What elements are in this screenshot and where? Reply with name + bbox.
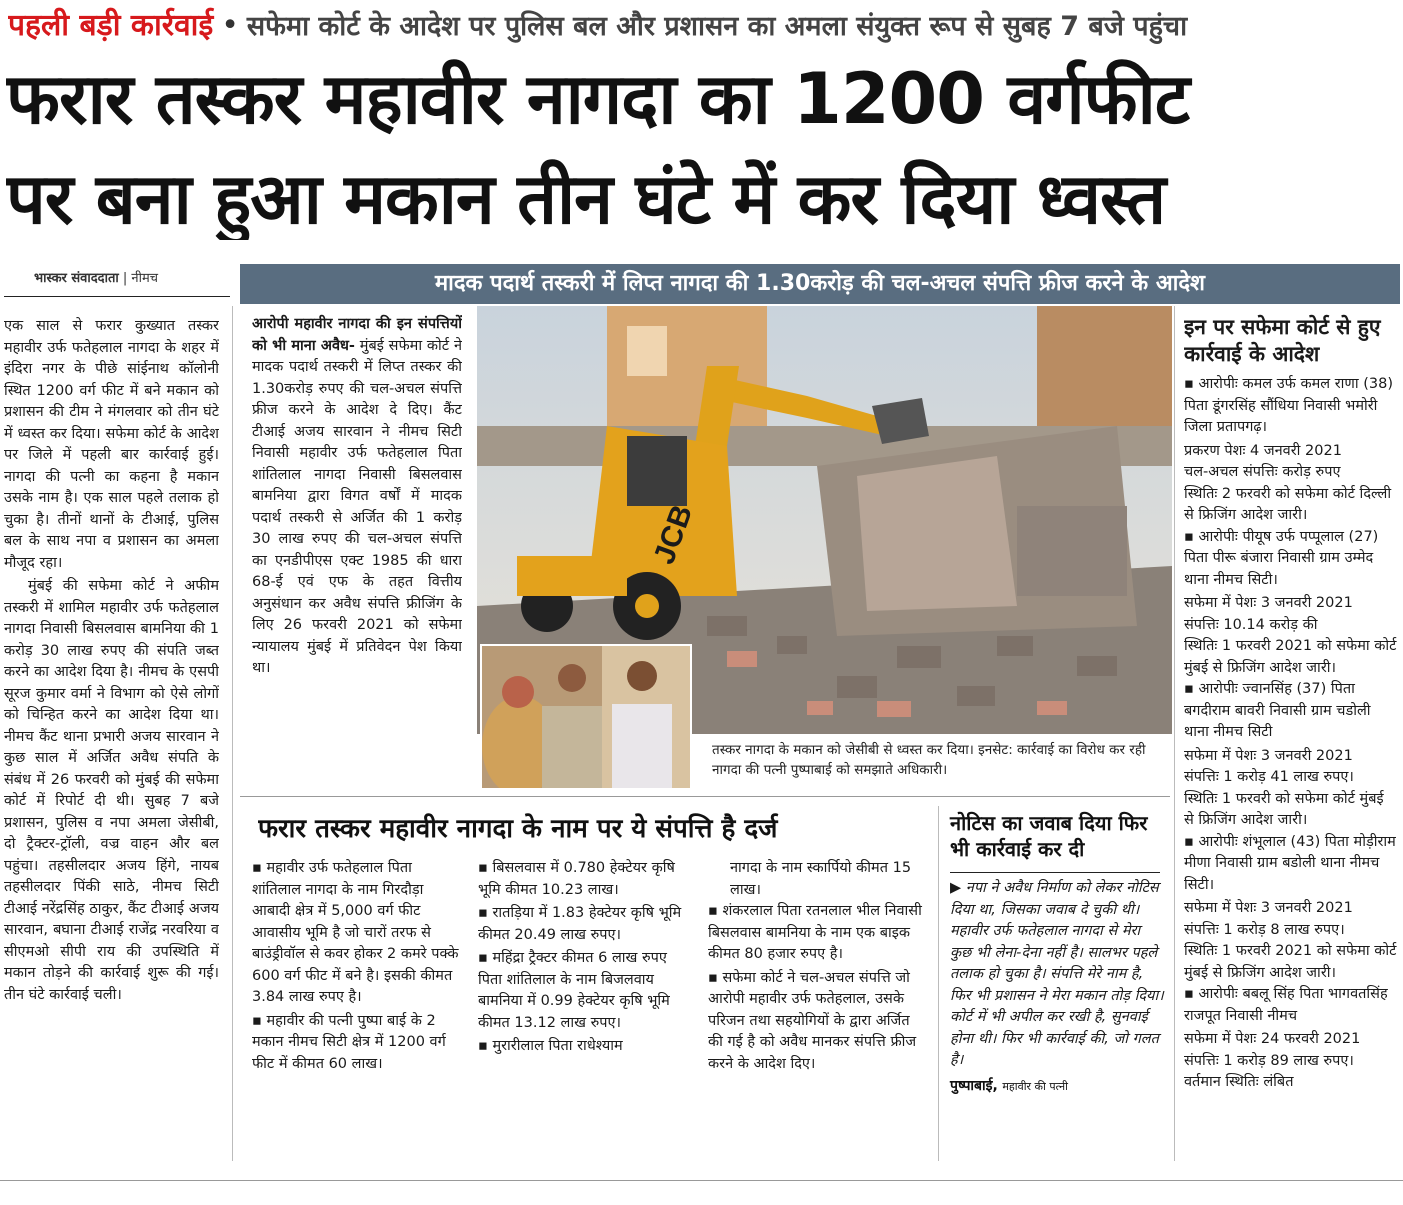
reporter-name: भास्कर संवाददाता bbox=[34, 271, 119, 286]
left-paragraph-2: मुंबई की सफेमा कोर्ट ने अफीम तस्करी में शामिल महावीर उर्फ फतेहलाल नागदा निवासी बिसलवास बामनिया की 1 करोड़ 30 लाख रुपए की संपति जब्त करने का आदेश दिया है। नीमच के एसपी सूरज कुमार वर्मा ने विभाग को ऐसे लोगों को चिन्हित करने का आदेश दिया था। नीमच कैंट थाना प्रभारी अजय सारवान ने कुछ साल में अर्जित अवैध संपति के संबंध में 26 फरवरी को मुंबई की सफेमा कोर्ट में रिपोर्ट दी थी। सुबह 7 बजे प्रशासन, पुलिस व नपा अमला जेसीबी, दो ट्रैक्टर-ट्रॉली, वज्र वाहन और बल पहुंचा। तहसीलदार अजय हिंगे, नायब तहसीलदार पिंकी साठे, नीमच सिटी टीआई नरेंद्रसिंह ठाकुर, कैंट टीआई अजय सारवान, बघाना टीआई राजेंद्र नरवरिया व सीएमओ सीपी राय की उपस्थिति में मकान तोड़ने की कार्रवाई शुरू की गई। तीन घंटे कार्रवाई चली। bbox=[4, 578, 219, 1003]
bullet-dot: • bbox=[221, 8, 239, 43]
property-item: ▪ महिंद्रा ट्रैक्टर कीमत 6 लाख रुपए पिता शांतिलाल के नाम बिजलवाय बामनिया में 0.99 हेक्टेयर कृषि भूमि कीमत 13.12 लाख रुपए। bbox=[478, 948, 690, 1034]
property-item: ▪ महावीर उर्फ फतेहलाल पिता शांतिलाल नागदा के नाम गिरदौड़ा आबादी क्षेत्र में 5,000 वर्ग फीट आवासीय भूमि है जो चारों तरफ से बाउंड्रीवॉल से कवर होकर 2 कमरे पक्के 600 वर्ग फीट में बने है। इसकी कीमत 3.84 लाख रुपए है। bbox=[252, 858, 464, 1009]
sidebar-item: प्रकरण पेशः 4 जनवरी 2021 bbox=[1184, 442, 1342, 459]
property-column-2 bbox=[478, 858, 690, 1163]
officials-illustration bbox=[482, 646, 690, 788]
left-paragraph-1: एक साल से फरार कुख्यात तस्कर महावीर उर्फ फतेहलाल नागदा के शहर में इंदिरा नगर के पीछे सांईनाथ कॉलोनी स्थित 1200 वर्ग फीट में बने मकान को प्रशासन की टीम ने मंगलवार को तीन घंटे में ध्वस्त कर दिया। सफेमा कोर्ट के आदेश पर जिले में पहली बार कार्रवाई हुई। नागदा की पत्नी का कहना है मकान उसके नाम है। एक साल पहले तलाक हो चुका है। तीनों थानों के टीआई, पुलिस बल के साथ नपा व प्रशासन का अमला मौजूद रहा। bbox=[4, 318, 219, 571]
property-column-3 bbox=[708, 858, 923, 1163]
speaker-role: महावीर की पत्नी bbox=[1002, 1079, 1068, 1093]
notice-box bbox=[950, 810, 1165, 1095]
notice-heading: नोटिस का जवाब दिया फिर भी कार्रवाई कर दी bbox=[950, 811, 1148, 861]
inset-photo bbox=[480, 644, 692, 790]
middle-text: मुंबई सफेमा कोर्ट ने मादक पदार्थ तस्करी में लिप्त तस्कर की 1.30करोड़ रुपए की चल-अचल संपत्ति फ्रीज करने के आदेश दे दिए। कैंट टीआई अजय सारवान ने नीमच सिटी निवासी महावीर उर्फ फतेहलाल पिता शांतिलाल नागदा निवासी बिसलवास बामनिया द्वारा विगत वर्षों में मादक पदार्थ तस्करी से अर्जित की 1 करोड़ 30 लाख रुपए की चल-अचल संपत्ति का एनडीपीएस एक्ट 1985 की धारा 68-ई एवं एफ के तहत वित्तीय अनुसंधान कर अवैध संपत्ति फ्रीजिंग के लिए 26 फरवरी 2021 को सफेमा न्यायालय मुंबई में प्रतिवेदन पेश किया था। bbox=[252, 337, 462, 676]
jcb-logo-text: JCB bbox=[647, 500, 700, 569]
sidebar-item: संपत्तिः 1 करोड़ 8 लाख रुपए। bbox=[1184, 921, 1345, 938]
column-divider bbox=[232, 306, 233, 1161]
sidebar-item: ▪ आरोपीः पीयूष उर्फ पप्पूलाल (27) पिता पीरू बंजारा निवासी ग्राम उम्मेद थाना नीमच सिटी। bbox=[1184, 527, 1398, 592]
sidebar-item: ▪ आरोपीः बबलू सिंह पिता भागवतसिंह राजपूत निवासी नीमच bbox=[1184, 984, 1398, 1027]
notice-divider bbox=[938, 806, 939, 1161]
sub-banner: मादक पदार्थ तस्करी में लिप्त नागदा की 1.30करोड़ की चल-अचल संपत्ति फ्रीज करने के आदेश bbox=[240, 264, 1400, 304]
right-column-divider bbox=[1174, 306, 1175, 1161]
right-sidebar bbox=[1184, 314, 1398, 1174]
sidebar-item: संपत्तिः 1 करोड़ 89 लाख रुपए। bbox=[1184, 1052, 1354, 1069]
sidebar-item: सफेमा में पेशः 24 फरवरी 2021 bbox=[1184, 1031, 1361, 1047]
property-item: नागदा के नाम स्कार्पियो कीमत 15 लाख। bbox=[730, 860, 912, 898]
sidebar-item: स्थितिः 1 फरवरी 2021 को सफेमा कोर्ट मुंबई से फ्रिजिंग आदेश जारी। bbox=[1184, 638, 1397, 676]
property-column-1 bbox=[252, 858, 464, 1163]
section-rule bbox=[240, 796, 1170, 797]
sidebar-item: सफेमा में पेशः 3 जनवरी 2021 bbox=[1184, 747, 1353, 764]
notice-attribution bbox=[950, 1076, 1165, 1095]
sidebar-item: संपत्तिः 1 करोड़ 41 लाख रुपए। bbox=[1184, 769, 1354, 785]
sidebar-item: ▪ आरोपीः शंभूलाल (43) पिता मोड़ीराम मीणा निवासी ग्राम बडोली थाना नीमच सिटी। bbox=[1184, 832, 1398, 897]
quote-marker-icon: ▶ bbox=[950, 880, 966, 896]
kicker bbox=[8, 6, 1398, 46]
property-item: ▪ सफेमा कोर्ट ने चल-अचल संपत्ति जो आरोपी महावीर उर्फ फतेहलाल, उसके परिजन तथा सहयोगियों के द्वारा अर्जित की गई है को अवैध मानकर संपत्ति फ्रीज करने के आदेश दिए। bbox=[708, 968, 923, 1076]
property-item: ▪ बिसलवास में 0.780 हेक्टेयर कृषि भूमि कीमत 10.23 लाख। bbox=[478, 858, 690, 901]
sidebar-item: सफेमा में पेशः 3 जनवरी 2021 bbox=[1184, 900, 1353, 916]
photo-caption: तस्कर नागदा के मकान को जेसीबी से ध्वस्त कर दिया। इनसेट: कार्रवाई का विरोध कर रही नागदा की पत्नी पुष्पाबाई को समझाते अधिकारी। bbox=[712, 742, 1146, 778]
notice-text: नपा ने अवैध निर्माण को लेकर नोटिस दिया था, जिसका जवाब दे चुकी थी। महावीर उर्फ फतेहलाल नागदा से मेरा कुछ भी लेना-देना नहीं है। सालभर पहले तलाक हो चुका है। संपत्ति मेरे नाम है, फिर भी प्रशासन ने मेरा मकान तोड़ दिया। कोर्ट में भी अपील कर रखी है, सुनवाई होना थी। फिर भी कार्रवाई की, जो गलत है। bbox=[950, 880, 1164, 1068]
headline-line-1: फरार तस्कर महावीर नागदा का 1200 वर्गफीट bbox=[6, 58, 1190, 140]
notice-rule bbox=[950, 872, 1160, 873]
kicker-label: पहली बड़ी कार्रवाई bbox=[8, 8, 214, 43]
sidebar-item: स्थितिः 1 फरवरी को सफेमा कोर्ट मुंबई से फ्रिजिंग आदेश जारी। bbox=[1184, 790, 1384, 828]
byline: भास्कर संवाददाता | नीमच bbox=[34, 271, 159, 286]
headline-line-2: पर बना हुआ मकान तीन घंटे में कर दिया ध्वस्त bbox=[6, 158, 1166, 240]
byline-rule bbox=[4, 296, 230, 297]
property-item: ▪ रातड़िया में 1.83 हेक्टेयर कृषि भूमि कीमत 20.49 लाख रुपए। bbox=[478, 903, 690, 946]
sidebar-item: ▪ आरोपीः ज्वानसिंह (37) पिता बगदीराम बावरी निवासी ग्राम चडोली थाना नीमच सिटी bbox=[1184, 679, 1398, 744]
middle-lead: आरोपी महावीर नागदा की इन संपत्तियों को भी माना अवैध- bbox=[252, 316, 462, 354]
sidebar-item: स्थितिः 2 फरवरी को सफेमा कोर्ट दिल्ली से फ्रिजिंग आदेश जारी। bbox=[1184, 485, 1392, 523]
sidebar-item: वर्तमान स्थितिः लंबित bbox=[1184, 1074, 1294, 1090]
kicker-text: सफेमा कोर्ट के आदेश पर पुलिस बल और प्रशासन का अमला संयुक्त रूप से सुबह 7 बजे पहुंचा bbox=[246, 11, 1188, 42]
notice-quote bbox=[950, 878, 1165, 1072]
middle-article-column bbox=[252, 314, 462, 784]
sidebar-item: ▪ आरोपीः कमल उर्फ कमल राणा (38) पिता डूंगरसिंह सौंधिया निवासी भमोरी जिला प्रतापगढ़। bbox=[1184, 374, 1398, 439]
property-item: ▪ महावीर की पत्नी पुष्पा बाई के 2 मकान नीमच सिटी क्षेत्र में 1200 वर्ग फीट में कीमत 60 लाख। bbox=[252, 1011, 464, 1076]
dateline-place: नीमच bbox=[131, 271, 159, 286]
sidebar-heading: इन पर सफेमा कोर्ट से हुए कार्रवाई के आदेश bbox=[1184, 315, 1381, 366]
sidebar-item: सफेमा में पेशः 3 जनवरी 2021 bbox=[1184, 595, 1353, 611]
sidebar-item: चल-अचल संपत्तिः करोड़ रुपए bbox=[1184, 464, 1341, 480]
property-heading: फरार तस्कर महावीर नागदा के नाम पर ये संपत्ति है दर्ज bbox=[258, 814, 778, 844]
property-item: ▪ शंकरलाल पिता रतनलाल भील निवासी बिसलवास बामनिया के नाम एक बाइक कीमत 80 हजार रुपए है। bbox=[708, 901, 923, 966]
sidebar-item: स्थितिः 1 फरवरी 2021 को सफेमा कोर्ट मुंबई से फ्रिजिंग आदेश जारी। bbox=[1184, 943, 1397, 981]
property-item: ▪ मुरारीलाल पिता राधेश्याम bbox=[478, 1036, 690, 1058]
speaker-name: पुष्पाबाई, bbox=[950, 1077, 998, 1094]
sidebar-item: संपत्तिः 10.14 करोड़ की bbox=[1184, 616, 1318, 633]
bottom-rule bbox=[0, 1180, 1403, 1181]
left-article-column bbox=[4, 316, 219, 1166]
